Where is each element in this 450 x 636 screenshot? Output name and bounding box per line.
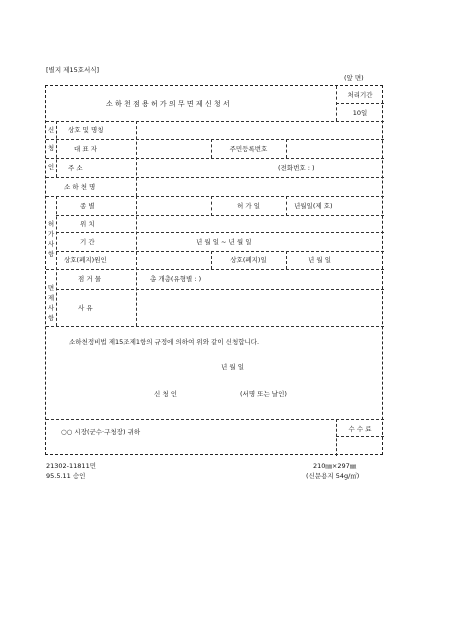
phone-label: (전화번호 : ) [278,164,315,172]
rep-label: 대 표 자 [74,145,97,153]
permit-section-char: 허 [47,220,55,228]
period-label: 기 간 [80,238,95,246]
name-field[interactable] [138,123,333,137]
rrn-field[interactable] [288,141,380,155]
applicant-signer-label: 신 청 인 [154,390,177,398]
signature-date: 년 월 일 [221,363,244,371]
processing-value: 10일 [352,109,368,117]
exemption-section-char: 제 [47,294,55,302]
form-code: 21302-11811민 [46,462,96,470]
closure-date-value: 년 월 일 [308,256,331,264]
exemption-section-char: 항 [47,314,55,322]
signature-note: (서명 또는 날인) [240,390,287,398]
rrn-label: 주민등록번호 [229,145,268,153]
approval-date: 95.5.11 승인 [46,472,86,480]
form-number: [별지 제15호서식] [46,66,100,74]
fee-label: 수 수 료 [348,425,372,433]
period-value: 년 월 일 ~ 년 월 일 [196,238,252,246]
page-side: (앞 면) [344,74,364,82]
closure-date-label: 상호(폐지)일 [230,256,267,264]
form-title: 소 하 천 점 용 허 가 의 무 면 제 신 청 서 [106,100,230,108]
applicant-section-char: 청 [47,144,55,152]
declaration-text: 소하천정비법 제15조제1항의 규정에 의하여 위와 같이 신청합니다. [69,338,260,346]
application-form [45,85,383,455]
type-label: 종 별 [80,202,95,210]
permit-section-char: 가 [47,230,55,238]
exemption-section-char: 사 [47,304,55,312]
applicant-section-char: 신 [47,126,55,134]
name-label: 상호 및 명칭 [68,126,104,134]
area-value: 총 개층(유형별 : ) [150,275,202,283]
location-field[interactable] [138,217,380,230]
area-label: 점 거 물 [78,275,101,283]
address-label: 주 소 [68,164,83,172]
reason-label: 사 유 [78,304,93,312]
rep-field[interactable] [138,141,208,155]
paper-type: (신문용지 54g/㎡) [306,472,360,480]
paper-size: 210㎜×297㎜ [313,462,357,470]
company-label: 상호(폐지)원인 [64,256,107,264]
location-label: 위 치 [80,220,95,228]
date-number-label: 년월일(제 호) [294,202,333,210]
processing-label: 처리기간 [347,91,373,99]
recipient: ○○ 시장(군수·구청장) 귀하 [61,428,141,436]
exemption-section-char: 면 [47,284,55,292]
reason-field[interactable] [138,292,380,323]
applicant-section-char: 인 [47,163,55,171]
stream-name-field[interactable] [138,179,380,193]
permit-date-label: 허 가 일 [237,202,260,210]
permit-section-char: 사 [47,240,55,248]
stream-name-label: 소 하 천 명 [64,183,96,191]
permit-section-char: 항 [47,250,55,258]
